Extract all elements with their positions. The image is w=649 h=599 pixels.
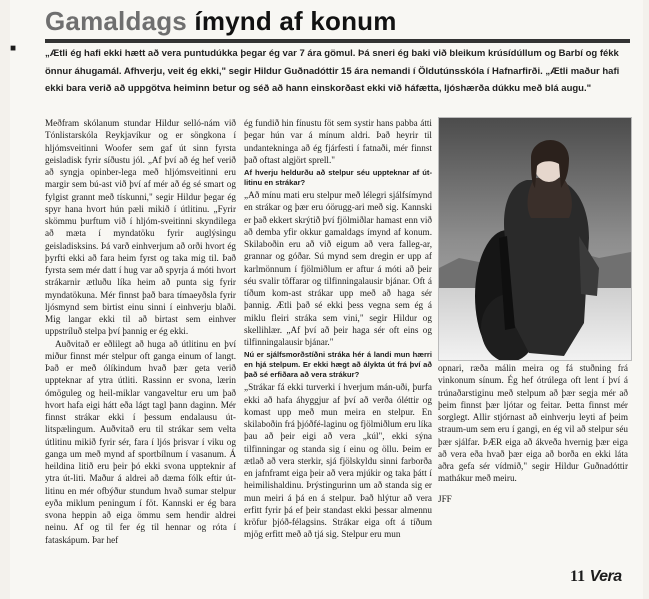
- body-column-2: [244, 117, 432, 582]
- portrait-photo-drawing: [439, 118, 631, 360]
- spine-mark: ■: [10, 43, 17, 54]
- article-title: [45, 7, 630, 43]
- magazine-page: [10, 0, 643, 599]
- page-number: 11: [570, 568, 586, 585]
- interview-question: Af hverju heldurðu að stelpur séu uppteknar af út-litinu en strákar?: [244, 168, 432, 187]
- body-column-3: [438, 362, 628, 522]
- body-paragraph: ég fundið hin fínustu föt sem systir hans pabba átti þegar hún var á mínum aldri. Það heyrir til undantekninga að ég fjárfesti í fatnaði, mér finnst það oftast algjört sprell.": [244, 118, 432, 165]
- body-column-1: [45, 117, 236, 582]
- interview-answer: „Strákar fá ekki turverki í hverjum mán-uði, þurfa ekki að hafa áhyggjur af því að verða óléttir og komast upp með mun meira en stelpur. En skilaboðin frá þjóðfé-laginu og fjölmiðlum eru líka þau að þeir eigi að vera „kúl", ekki sýna tilfinningar og standa sig í einu og öllu. Þeim er ætlað að vera sterkir, sjá fjölskyldu sinni farborða en jafnframt eiga þeir að vera mjúkir og taka þátt í heimilishaldinu. Þrýstingurinn um að standa sig er mun meiri á þá en á stelpur. Það hlýtur að vera erfitt fyrir þá ef þeir standast ekki þessar almennu kröfur þjóð-félagsins. Strákar eiga oft á tíðum mjög erfitt með að tjá sig. Stelpur eru mun: [244, 382, 432, 540]
- article-title-part2: ímynd af konum: [186, 7, 397, 36]
- page-footer: [570, 565, 630, 589]
- author-signature: JFF: [438, 493, 452, 504]
- interview-answer: „Að mínu mati eru stelpur með lélegri sjálfsímynd en strákar og þær eru óörugg-ari með sig. Kannski er það ekkert skrýtið því fjölmiðlar hamast enn við að demba yfir okkur gamaldags ímynd af konum. Skilaboðin eru að við eigum að vera falleg-ar, grannar og góðar. Sú mynd sem dregin er upp af karlmönnum í fjölmiðlum er aftur á móti að þeir séu svalir töffarar og tilfinningalausir bjánar. Oft á tíðum kom-ast strákar upp með að haga sér þannig. Ætli það sé ekki þess vegna sem ég á miklu fleiri stráka sem vini," segir Hildur og skellihlær. „Af því að þeir haga sér oft eins og tilfinningalausir bjánar.": [244, 190, 432, 347]
- magazine-logo: Vera: [589, 568, 622, 585]
- article-lead: „Ætli ég hafi ekki hætt að vera puntudúkka þegar ég var 7 ára gömul. Þá sneri ég baki við bleikum krúsídúllum og Barbí og fékk önnur áhugamál. Afhverju, veit ég ekki," segir Hildur Guðnadóttir 15 ára nemandi í Öldutúnsskóla í Hafnarfirði. „Ætli maður hafi ekki bara verið að uppgötva heiminn betur og séð að hann einskorðast ekki við háfætta, ljóshærða dúkku með blá augu.": [45, 48, 620, 94]
- body-paragraph: Meðfram skólanum stundar Hildur selló-nám við Tónlistarskóla Reykjavíkur og er söngkona í hljómsveitinni Woofer sem gaf út sinn fyrsta geisladisk fyrir síðustu jól. „Af því að ég hef verið að syngja opinber-lega með hljómsveitinni eru margir sem bú-ast við því af mér að ég sé smart og fylgist grannt með tískunni," segir Hildur þegar ég spyr hana hvort hún pæli mikið í útlitinu. „Fyrir skömmu þurftum við í hljóm-sveitinni skyndilega að mæta í myndatöku fyrir auglýsingu geisladisksins. Þá varð einhverjum að orði hvort ég þyrfti ekki að fara heim fyrst og taka mig til. Það fyrsta sem mér datt í hug var að spyrja á móti hvort strákarnir ætluðu líka heim að punta sig fyrir myndatökuna. Mér finnst það bara tímaeyðsla fyrir ljósmynd sem birtist einu sinni í einhverju blaði. Mig langar ekki til að birtast sem einhver uppstríluð stelpa því þannig er ég ekki.: [45, 118, 236, 337]
- portrait-photo: [438, 117, 632, 361]
- interview-question: Nú er sjálfsmorðstíðni stráka hér á landi mun hærri en hjá stelpum. Er ekki hægt að álykta út frá því að það sé erfiðara að vera strákur?: [244, 350, 432, 380]
- body-paragraph: opnari, ræða málin meira og fá stuðning frá vinkonum sínum. Ég hef ótrúlega oft lent í því á trúnaðarstiginu með stelpum að þær segja mér að þeim finnst þær ljótar og feitar. Þetta finnst mér sorglegt. Allir stjórnast að einhverju leyti af þeim straum-um sem eru í gangi, en ég vil að stelpur séu þær sjálfar. ÞÆR eiga að ákveða hvernig þær eiga að vera eða hvað þær eiga að borða en ekki láta aðra gefa sér vídmið," segir Hildur Guðnadóttir mathákur með meiru.: [438, 363, 628, 484]
- article-title-part1: Gamaldags: [45, 7, 187, 36]
- body-paragraph: Auðvitað er eðlilegt að huga að útlitinu en því miður finnst mér stelpur oft ganga einum of langt. Það er með ólíkindum hvað þær geta verið uppteknar af ytra útliti. Rassinn er svona, lærin ómöguleg og heil-miklar vangaveltur eru um það hvort hafa eigi hátt eða lágt tagl þann daginn. Mér finnst strákar ekki í þessum endalausu út-litspælingum. Auðvitað eru til strákar sem velta útlitinu mikið fyrir sér, fara í ljós þrisvar í viku og ganga um með mynd af sportbílnum í vasanum. Á heildina litið eru þeir þó ekki svona uppteknir af ytra út-liti. Maður á aldrei að dæma fólk eftir út-litinu en mér ofbýður stundum hvað sumar stelpur eyða miklum peningum í föt. Kannski er ég bara svona heppin að eiga ömmu sem hendir aldrei neinu. Af og til fer ég til hennar og róta í fataskápum. Þar hef: [45, 338, 236, 545]
